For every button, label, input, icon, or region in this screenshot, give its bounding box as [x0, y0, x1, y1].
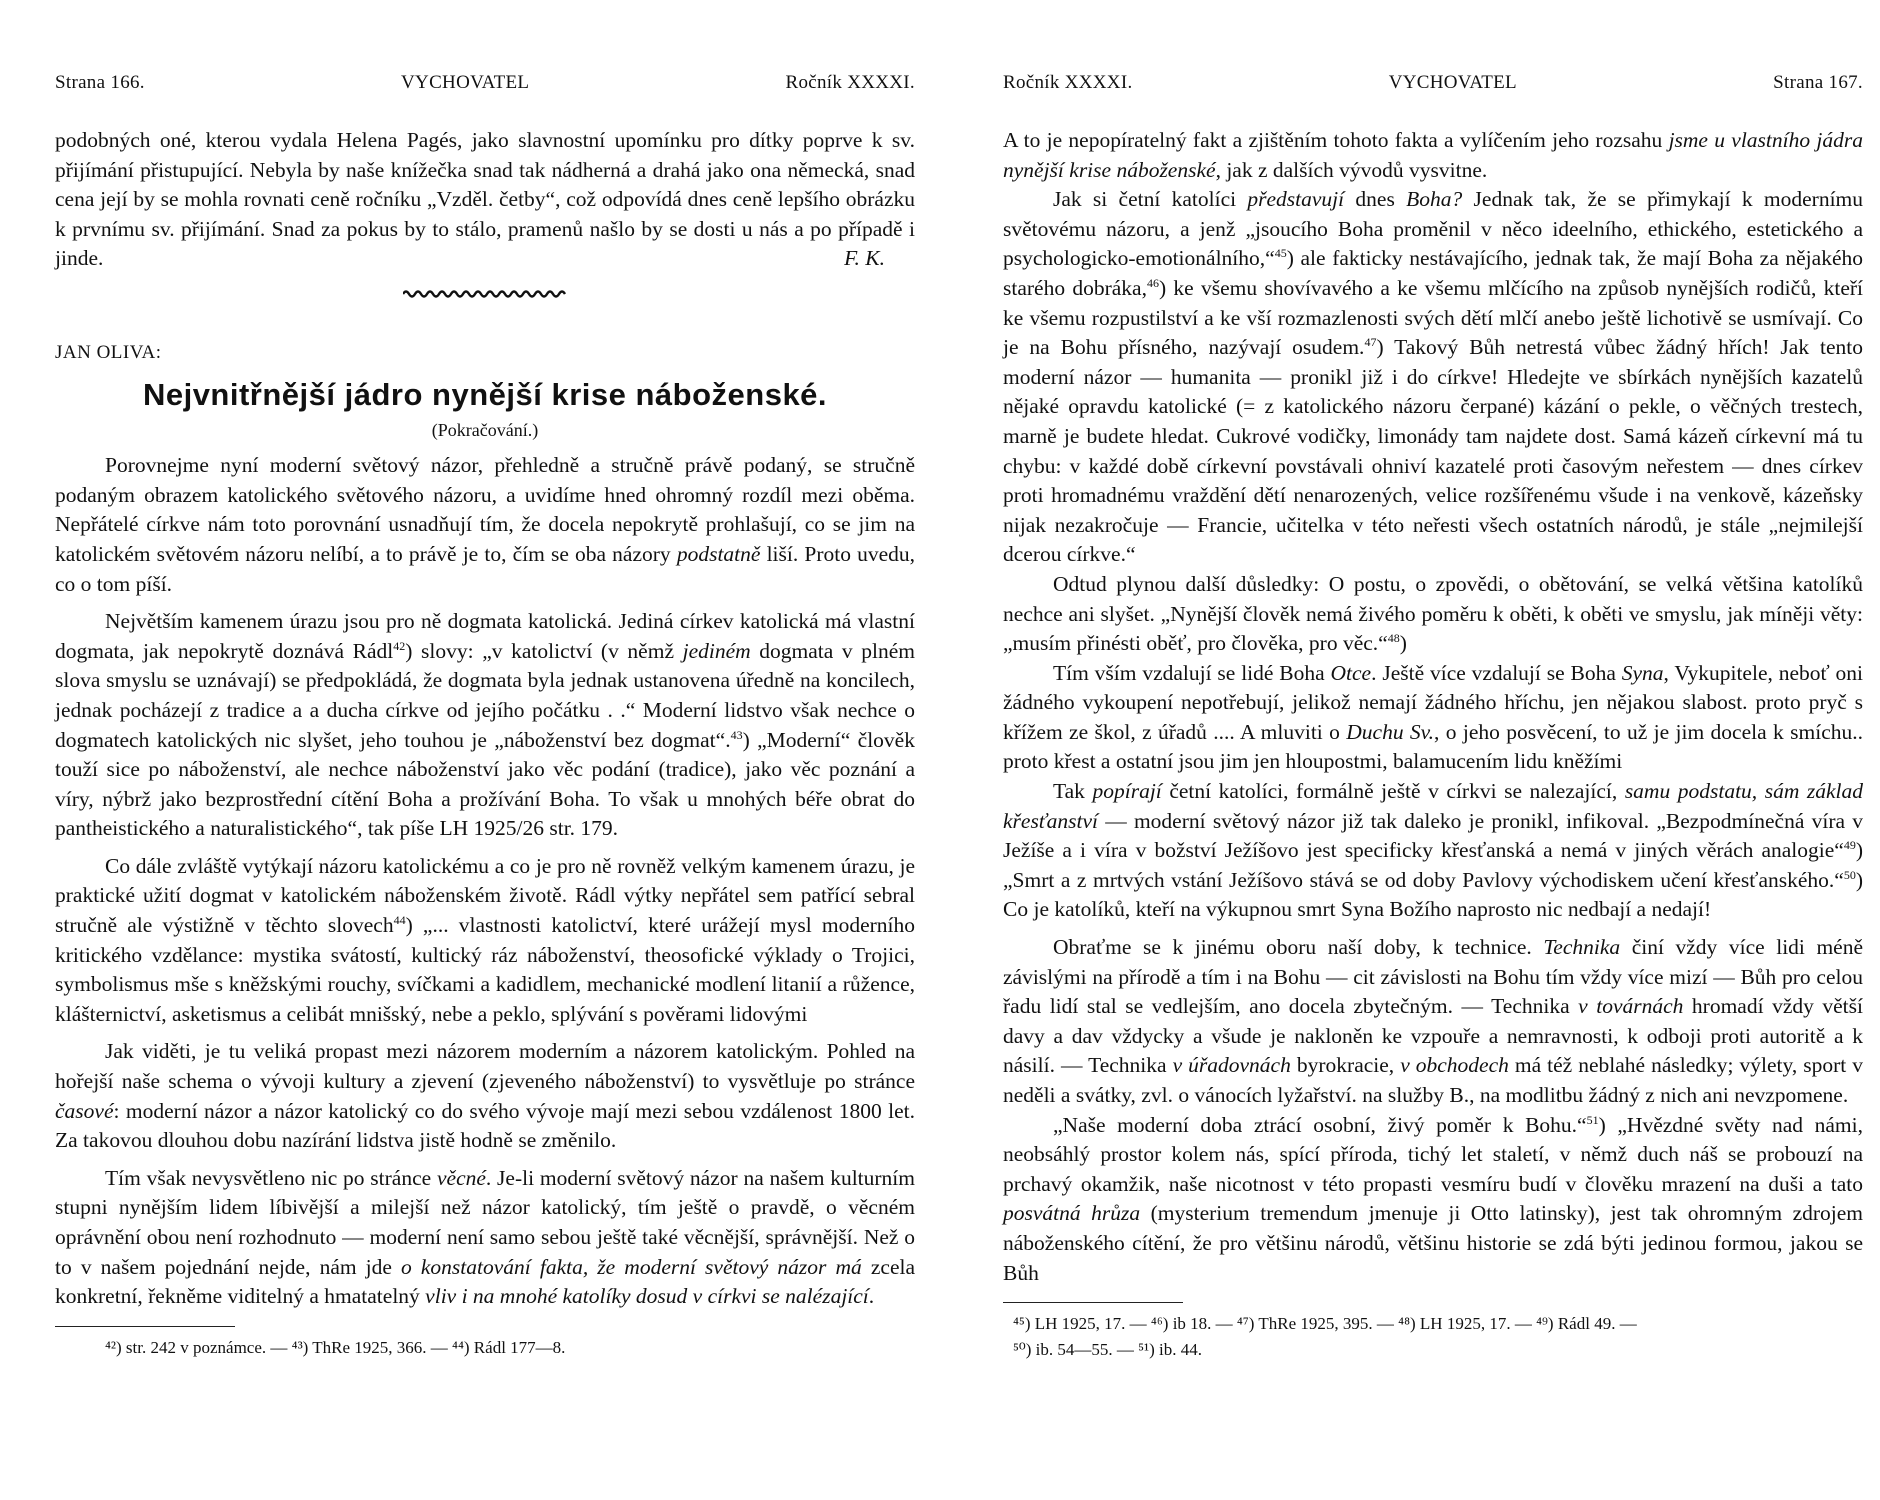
article-author: JAN OLIVA: — [55, 341, 162, 363]
page-number: Strana 167. — [1773, 72, 1863, 93]
footnote-rule — [1003, 1302, 1183, 1303]
running-head — [1003, 72, 1863, 100]
footnote-ref: 44 — [393, 912, 406, 927]
running-head — [55, 72, 915, 100]
right-page — [1003, 72, 1863, 1363]
paragraph: Obraťme se k jinému oboru naší doby, k technice. Technika činí vždy více lidi méně závislými na přírodě a tím i na Bohu — cit závislosti na Bohu tím vždy více mizí — Bůh pro celou řadu lidí stal se vedlejším, ano docela zbytečným. — Technika v továrnách hromadí vždy větší davy a dav vždycky a všude je nakloněn ke vzpouře a nemravnosti, k odboji proti autoritě a k násilí. — Technika v úřadovnách byrokracie, v obchodech má též neblahé následky; výlety, sport v neděli a svátky, zvl. o vánocích lyžařství. na služby B., na modlitbu žádný z nich ani nevzpomene. — [1003, 935, 1864, 1107]
journal-title: VYCHOVATEL — [401, 72, 530, 93]
paragraph: Porovnejme nyní moderní světový názor, přehledně a stručně právě podaný, se stručně podaným obrazem katolického světového názoru, a uvidíme hned ohromný rozdíl mezi oběma. Nepřátelé církve nám toto porovnání usnadňují tím, že docela nepokrytě prohlašují, co se jim na katolickém světovém názoru nelíbí, a to právě je to, čím se oba názory podstatně liší. Proto uvedu, co o tom píší. — [55, 453, 916, 596]
footnote-ref: 43 — [730, 727, 743, 742]
wavy-divider — [403, 288, 568, 300]
footnote-line: ⁵⁰) ib. 54—55. — ⁵¹) ib. 44. — [1013, 1340, 1203, 1360]
paragraph: Jak si četní katolíci představují dnes Boha? Jednak tak, že se přimykají k modernímu světovému názoru, a jenž „jsoucího Boha proměnil v něco ideelního, ethického, estetického a psychologicko-emotionálního,“$^{45}$) ale fakticky nestávajícího, jednak tak, že mají Boha za nějakého starého dobráka,$^{46}$) ke všemu shovívavého a ke všemu mlčícího na způsob nynějších rodičů, kteří ke všemu rozpustilství a ke vší rozmazlenosti svých dětí mlčí anebo ještě lichotivě se usmívají. Co je na Bohu přísného, nazývají osudem.$^{47}$) Takový Bůh netrestá vůbec žádný hřích! Jak tento moderní názor — humanita — pronikl již i do církve! Hledejte ve sbírkách nynějších kazatelů nějaké opravdu katolické (= z katolického názoru čerpané) kázání o pekle, o věčných trestech, marně je budete hledat. Cukrové vodičky, limonády tam najdete dost. Samá kázeň církevní má tu chybu: v každé době církevní povstávali ohniví kazatelé proti časovým neřestem — dnes církev proti hromadnému vraždění dětí nenarozených, velice rozšířenému všude i na venkově, kázeňsky nijak nezakročuje — Francie, učitelka v této neřesti všech ostatních národů, je stále „nejmilejší dcerou církve.“ — [1003, 187, 1864, 567]
paragraph: Odtud plynou další důsledky: O postu, o zpovědi, o obětování, se velká většina katolíků nechce ani slyšet. „Nynější člověk nemá živého poměru k oběti, k oběti ve smyslu, jak míněji věty: „musím přinésti oběť, pro člověka, pro věc.“$^{48}$) — [1003, 571, 1863, 656]
page-number: Strana 166. — [55, 72, 145, 93]
signature: F. K. — [844, 246, 885, 271]
paragraph: „Naše moderní doba ztrácí osobní, živý poměr k Bohu.“$^{51}$) „Hvězdné světy nad námi, neobsáhlý prostor kolem nás, spící příroda, tichý let staletí, v němž duch náš se probouzí na prchavý okamžik, naše nicotnost v této propasti vesmíru budí v člověku mrazení na duši a tato posvátná hrůza (mysterium tremendum jmenuje ji Otto latinsky), jest tak ohromným zdrojem náboženského cítění, že pro většinu národů, většinu historie se zdá býti jedinou formou, jakou se Bůh — [1003, 1112, 1864, 1285]
footnote-ref: 49 — [1843, 838, 1856, 853]
footnote-ref: 51 — [1586, 1112, 1599, 1127]
continued-note: (Pokračování.) — [431, 419, 539, 440]
paragraph: Jak viděti, je tu veliká propast mezi názorem moderním a názorem katolickým. Pohled na hořejší naše schema o vývoji kultury a zjevení (zjeveného náboženství) to vysvětluje po stránce časové: moderní názor a názor katolický co do svého vývoje mají mezi sebou vzdálenost 1800 let. Za takovou dlouhou dobu nazírání lidstva jistě hodně se změnilo. — [55, 1039, 915, 1153]
footnote-ref: 48 — [1387, 630, 1400, 645]
footnote-ref: 42 — [393, 638, 406, 653]
article-title: Nejvnitřnější jádro nynější krise náboženské. — [142, 376, 828, 412]
paragraph: Největším kamenem úrazu jsou pro ně dogmata katolická. Jediná církev katolická má vlastní dogmata, jak nepokrytě doznává Rádl$^{42}$) slovy: „v katolictví (v němž jediném dogmata v plném slova smyslu se uznávají) se předpokládá, že dogmata byla jednak ustanovena úředně na koncilech, jednak pocházejí z tradice a a ducha církve od jejího počátku . .“ Moderní lidstvo však nechce o dogmatech katolických nic slyšet, jeho touhou je „náboženství bez dogmat“.$^{43}$) „Moderní“ člověk touží sice po náboženství, ale nechce náboženství jako věc podání (tradice), jako věc poznání a víry, nýbrž jako bezprostřední cítění Boha a prožívání Boha. To však u mnohých béře obrat do pantheistického a naturalistického“, tak píše LH 1925/26 str. 179. — [55, 609, 916, 841]
volume-label: Ročník XXXXI. — [1003, 72, 1133, 93]
footnote-rule — [55, 1326, 235, 1327]
page-body — [55, 126, 915, 1361]
footnote-ref: 46 — [1146, 275, 1159, 290]
paragraph: Tak popírají četní katolíci, formálně ještě v církvi se nalezající, samu podstatu, sám základ křesťanství — moderní světový názor již tak daleko je pronikl, infikoval. „Bezpodmínečná víra v Ježíše a i víra v božství Ježíšovo jest specificky křesťanská a nemá v jiných věrách analogie“$^{49}$) „Smrt a z mrtvých vstání Ježíšovo stává se od doby Pavlovy východiskem učení křesťanského.“$^{50}$) Co je katolíků, kteří na výkupnou smrt Syna Božího naprosto nic nedbají a nedají! — [1003, 779, 1864, 922]
paragraph: Tím vším vzdalují se lidé Boha Otce. Ještě více vzdalují se Boha Syna, Vykupitele, neboť oni žádného vykoupení nepotřebují, jelikož nemají žádného hříchu, jen nějakou slabost. proto pryč s křížem ze škol, z úřadů .... A mluviti o Duchu Sv., o jeho posvěcení, to už je jim docela k smíchu.. proto křest a ostatní jsou jim jen hloupostmi, balamucením lidu kněžími — [1003, 660, 1864, 774]
page-body — [1003, 126, 1863, 1363]
footnotes: ⁴²) str. 242 v poznámce. — ⁴³) ThRe 1925, 366. — ⁴⁴) Rádl 177—8. — [105, 1337, 566, 1357]
journal-title: VYCHOVATEL — [1388, 72, 1517, 93]
footnote-line: ⁴⁵) LH 1925, 17. — ⁴⁶) ib 18. — ⁴⁷) ThRe 1925, 395. — ⁴⁸) LH 1925, 17. — ⁴⁹) Rádl 49. — — [1013, 1314, 1637, 1334]
footnote-ref: 50 — [1843, 867, 1856, 882]
footnotes — [1003, 1311, 1863, 1363]
paragraph: Co dále zvláště vytýkají názoru katolickému a co je pro ně rovněž velkým kamenem úrazu, je praktické užití dogmat v katolickém náboženském životě. Rádl výtky nepřátel sem patřící sebral stručně ale výstižně v těchto slovech$^{44}$) „... vlastnosti katolictví, které urážejí mysl moderního kritického vzdělance: mystika svátostí, kultický ráz náboženství, theosofické výklady o Trojici, symbolismus mše s kněžskými rouchy, svíčkami a kadidlem, mechanické modlení litanií a růžence, klášternictví, asketismus a celibát mnišský, nebe a peklo, splývání s pověrami lidovými — [55, 853, 915, 1026]
left-page — [55, 72, 915, 1361]
volume-label: Ročník XXXXI. — [785, 72, 915, 93]
footnote-ref: 47 — [1364, 335, 1377, 349]
intro-paragraph: podobných oné, kterou vydala Helena Pagés, jako slavnostní upomínku pro dítky poprve k sv. přijímání přistupující. Nebyla by naše knížečka snad tak nádherná a drahá jako ona německá, snad cena její by se mohla rovnati ceně ročníku „Vzděl. četby“, což odpovídá dnes ceně lepšího obrázku k prvnímu sv. přijímání. Snad za pokus by to stálo, pramenů našlo by se dosti u nás a po případě i jinde. — [55, 128, 915, 271]
paragraph: Tím však nevysvětleno nic po stránce věcné. Je-li moderní světový názor na našem kulturním stupni nynějším lidem líbivější a milejší než názor katolický, tím ještě o pravdě, o věcném oprávnění obou není rozhodnuto — moderní není samo sebou ještě také věcnější, správnější. Než o to v našem pojednání nejde, nám jde o konstatování fakta, že moderní světový názor má zcela konkretní, řekněme viditelný a hmatatelný vliv i na mnohé katolíky dosud v církvi se nalézající. — [55, 1165, 916, 1309]
paragraph: A to je nepopíratelný fakt a zjištěním tohoto fakta a vylíčením jeho rozsahu jsme u vlastního jádra nynější krise náboženské, jak z dalších vývodů vysvitne. — [1003, 128, 1863, 182]
footnote-ref: 45 — [1274, 246, 1287, 261]
